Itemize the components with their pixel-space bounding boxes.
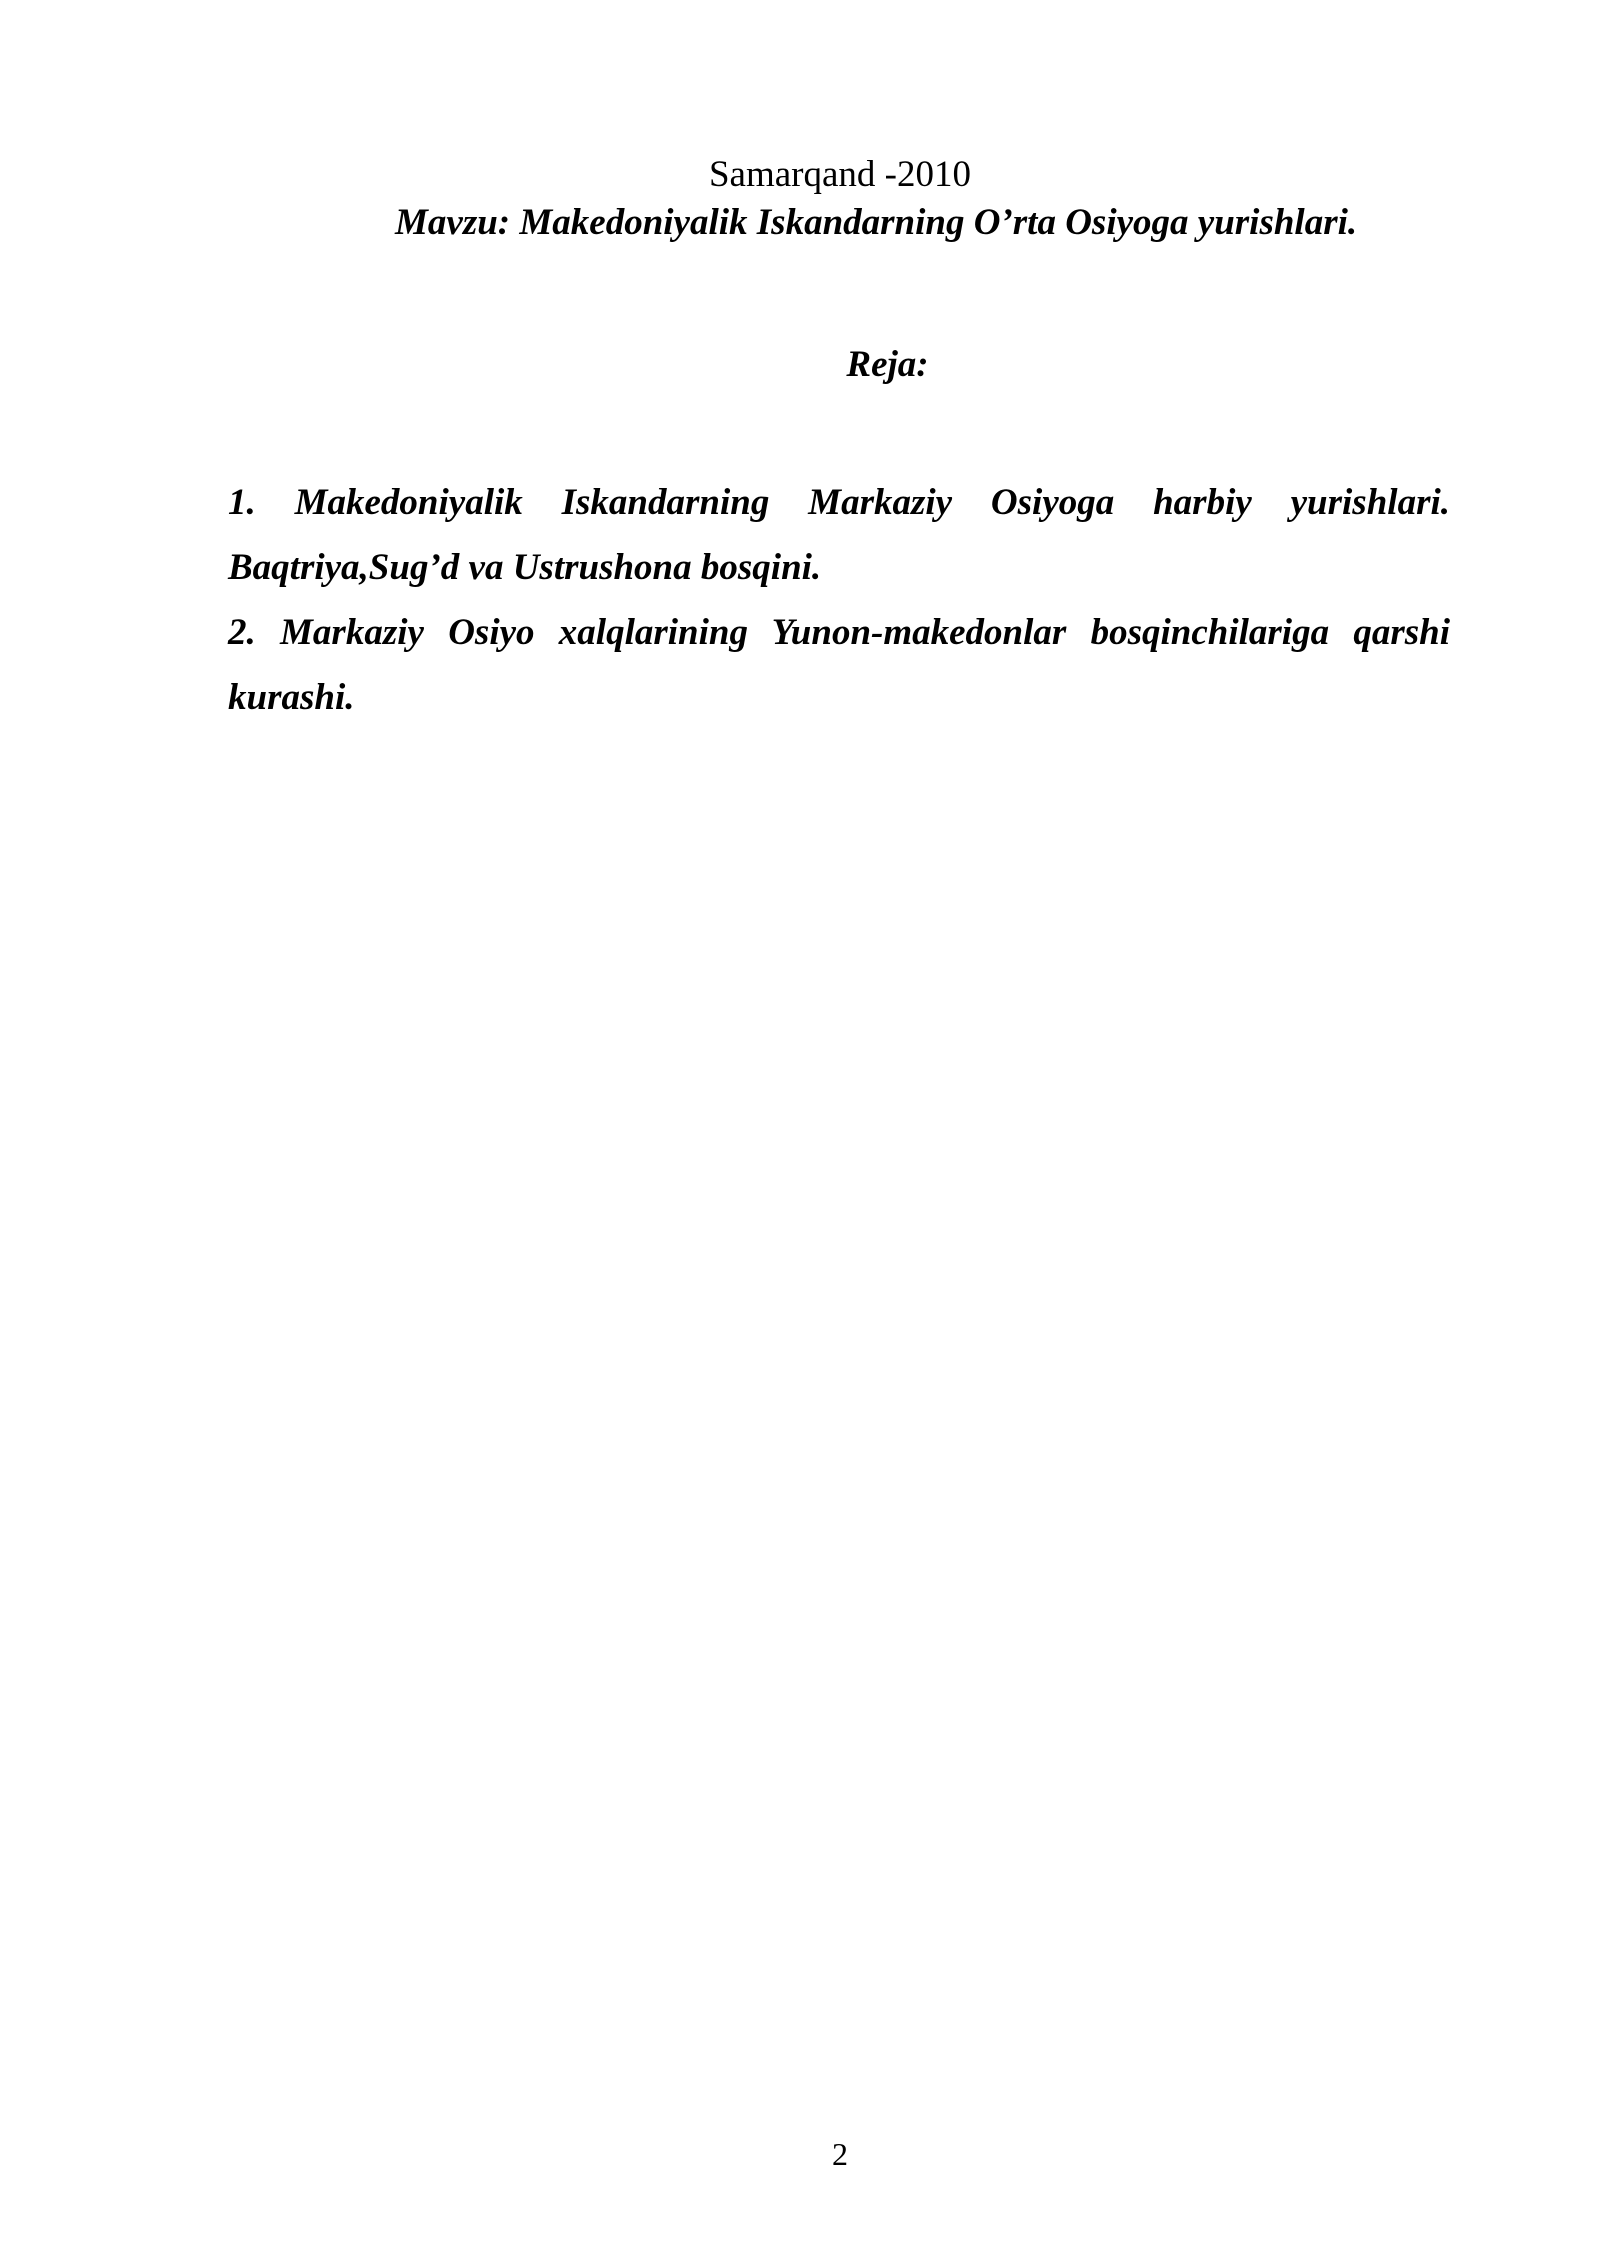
plan-item-1: 1. Makedoniyalik Iskandarning Markaziy Osiyoga harbiy yurishlari. Baqtriya,Sug’d va Ustrushona bosqini. — [228, 482, 1450, 588]
city-year-line: Samarqand -2010 — [708, 154, 972, 195]
topic-title: Mavzu: Makedoniyalik Iskandarning O’rta Osiyoga yurishlari. — [395, 202, 1358, 243]
plan-list — [228, 470, 1450, 730]
plan-item-2: 2. Markaziy Osiyo xalqlarining Yunon-makedonlar bosqinchilariga qarshi kurashi. — [228, 612, 1450, 718]
plan-heading: Reja: — [846, 344, 929, 385]
page-number: 2 — [832, 2136, 848, 2172]
